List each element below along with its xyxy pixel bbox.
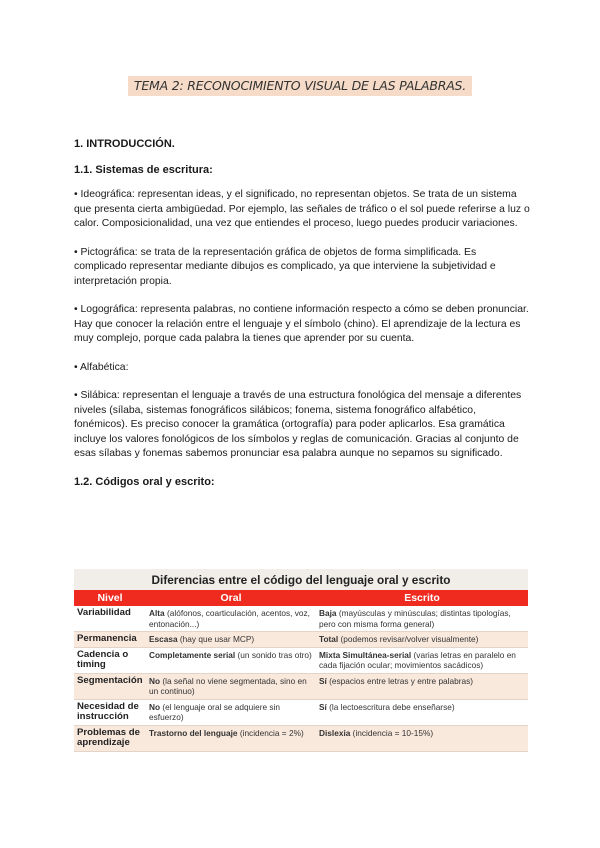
escrito-value: Sí (319, 675, 327, 686)
oral-detail: (incidencia = 2%) (237, 727, 304, 738)
table-row (74, 673, 528, 699)
oral-cell (146, 725, 316, 751)
escrito-value: Baja (319, 608, 337, 618)
escrito-detail: (espacios entre letras y entre palabras) (326, 675, 474, 686)
escrito-value: Dislexia (319, 727, 351, 738)
oral-value: Trastorno del lenguaje (149, 727, 238, 738)
row-label: Necesidad de instrucción (74, 699, 146, 725)
oral-cell (146, 606, 316, 632)
escrito-detail: (la lectoescritura debe enseñarse) (326, 701, 455, 712)
header-nivel: Nivel (74, 590, 146, 606)
header-oral: Oral (146, 590, 316, 606)
escrito-value: Total (319, 634, 339, 644)
row-label: Variabilidad (74, 606, 146, 632)
escrito-value: Mixta Simultánea-serial (319, 649, 412, 660)
subsection-heading-sistemas: 1.1. Sistemas de escritura: (74, 164, 213, 176)
table-row (74, 647, 528, 673)
table-header-row (74, 590, 528, 606)
oral-detail: (el lenguaje oral se adquiere sin esfuerzo) (149, 701, 280, 722)
escrito-detail: (mayúsculas y minúsculas; distintas tipologías, pero con misma forma general) (319, 608, 511, 629)
content (74, 138, 530, 500)
escrito-detail: (podemos revisar/volver visualmente) (338, 634, 479, 644)
table-row (74, 725, 528, 751)
header-escrito: Escrito (316, 590, 528, 606)
oral-value: Completamente serial (149, 649, 236, 660)
row-label: Cadencia o timing (74, 647, 146, 673)
paragraph-silabica: • Silábica: representan el lenguaje a través de una estructura fonológica del mensaje a diferentes niveles (sílaba, sistemas fonográficos silábicos; fonema, sistema fonográfico alfabético, fonémicos). Es preciso conocer la gramática (ortografía) para poder aplicarlos. Esa gramática incluye los valores fonológicos de los símbolos y reglas de comunicación. Gracias al conjunto de esas sílabas y fonemas sabemos pronunciar esa palabra aunque no sepamos su significado. (74, 390, 522, 459)
subsection-heading-codigos: 1.2. Códigos oral y escrito: (74, 475, 215, 488)
paragraph-pictografica: • Pictográfica: se trata de la representación gráfica de objetos de forma simplificada. Es complicado representar mediante dibujos es complicado, ya que interviene la subjetividad e interpretación propia. (74, 246, 496, 287)
oral-detail: (un sonido tras otro) (235, 649, 312, 660)
oral-value: Alta (149, 608, 165, 618)
paragraph-alfabetica: • Alfabética: (74, 361, 129, 373)
escrito-detail: (varias letras en paralelo en cada fijación ocular; movimientos sacádicos) (319, 649, 516, 670)
comparison-table-block (74, 569, 528, 752)
escrito-value: Sí (319, 701, 327, 712)
table-title: Diferencias entre el código del lenguaje oral y escrito (74, 569, 528, 590)
oral-cell (146, 632, 316, 648)
escrito-cell (316, 673, 528, 699)
oral-detail: (alófonos, coarticulación, acentos, voz, entonación...) (149, 608, 310, 629)
row-label: Segmentación (74, 673, 146, 699)
oral-detail: (la señal no viene segmentada, sino en un continuo) (149, 675, 307, 696)
section-heading-introduccion: 1. INTRODUCCIÓN. (74, 138, 175, 150)
title-wrap (0, 76, 600, 96)
paragraph-ideografica: • Ideográfica: representan ideas, y el significado, no representan objetos. Se trata de un sistema que presenta cierta ambigüedad. Por ejemplo, las señales de tráfico o el sol puede referirse a luz o calor. Composicionalidad, una vez que entiendes el proceso, luego puedes producir variaciones. (74, 189, 530, 229)
escrito-cell (316, 699, 528, 725)
escrito-detail: (incidencia = 10-15%) (350, 727, 434, 738)
escrito-cell (316, 725, 528, 751)
oral-value: Escasa (149, 634, 178, 644)
paragraph-logografica: • Logográfica: representa palabras, no contiene información respecto a cómo se deben pronunciar. Hay que conocer la relación entre el lenguaje y el símbolo (chino). El aprendizaje de la lectura es muy complejo, porque cada palabra la tienes que aprender por su cuenta. (74, 304, 529, 344)
oral-cell (146, 699, 316, 725)
escrito-cell (316, 647, 528, 673)
oral-value: No (149, 701, 161, 712)
table-row (74, 606, 528, 632)
oral-value: No (149, 675, 161, 686)
table-row (74, 632, 528, 648)
table-row (74, 699, 528, 725)
row-label: Permanencia (74, 632, 146, 648)
escrito-cell (316, 632, 528, 648)
escrito-cell (316, 606, 528, 632)
page-title: TEMA 2: RECONOCIMIENTO VISUAL DE LAS PALABRAS. (128, 76, 472, 96)
oral-detail: (hay que usar MCP) (177, 634, 255, 644)
row-label: Problemas de aprendizaje (74, 725, 146, 751)
oral-cell (146, 647, 316, 673)
comparison-table (74, 590, 528, 752)
oral-cell (146, 673, 316, 699)
